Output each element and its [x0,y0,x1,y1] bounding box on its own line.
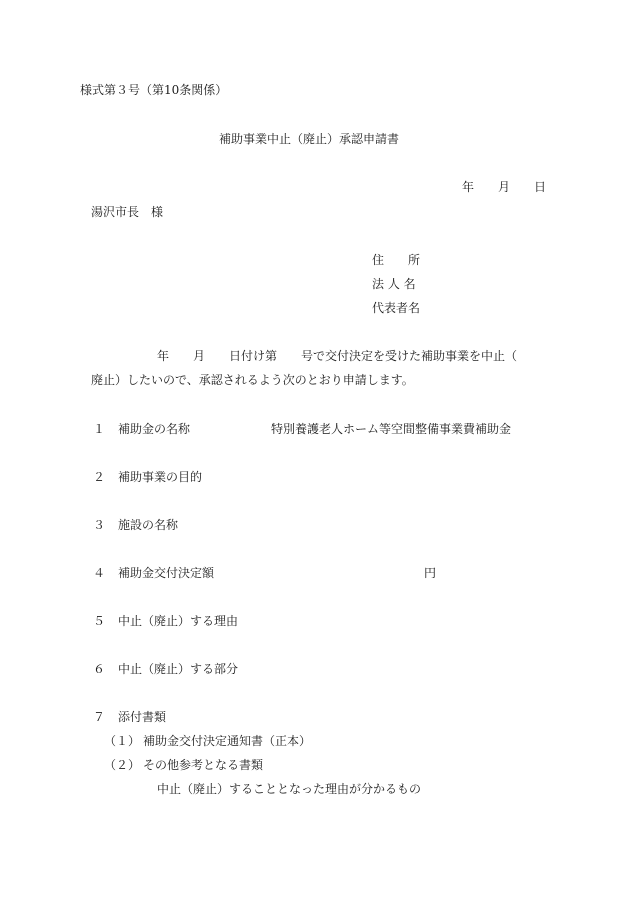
attachment-item: その他参考となる書類 [143,758,264,772]
item-value-yen-unit: 円 [424,566,437,580]
attachment-number: （２） [104,758,141,772]
attachment-item: 補助金交付決定通知書（正本） [143,734,312,748]
item-label-part: 中止（廃止）する部分 [118,662,239,676]
applicant-corp-label: 法 人 名 [372,277,416,291]
item-number: ４ [93,566,106,580]
addressee: 湯沢市長 様 [91,205,164,219]
item-label-reason: 中止（廃止）する理由 [118,614,239,628]
item-number: ５ [93,614,106,628]
attachment-number: （１） [104,734,141,748]
applicant-rep-label: 代表者名 [372,301,421,315]
item-value-subsidy-name: 特別養護老人ホーム等空間整備事業費補助金 [271,422,512,436]
applicant-address-label: 住 所 [372,253,421,267]
body-line-2: 廃止）したいので、承認されるよう次のとおり申請します。 [91,373,414,387]
item-number: ７ [93,710,106,724]
date-line: 年 月 日 [462,180,547,194]
item-number: ３ [93,518,106,532]
document-title: 補助事業中止（廃止）承認申請書 [219,132,400,146]
item-number: ６ [93,662,106,676]
body-line-1: 年 月 日付け第 号で交付決定を受けた補助事業を中止（ [157,349,518,363]
item-number: ２ [93,470,106,484]
item-label-purpose: 補助事業の目的 [118,470,203,484]
item-label-decided-amount: 補助金交付決定額 [118,566,215,580]
form-label: 様式第３号（第10条関係） [80,83,228,97]
item-label-attachments: 添付書類 [118,710,167,724]
item-label-facility-name: 施設の名称 [118,518,179,532]
item-number: １ [93,422,106,436]
attachment-note: 中止（廃止）することとなった理由が分かるもの [157,782,422,796]
item-label-subsidy-name: 補助金の名称 [118,422,191,436]
